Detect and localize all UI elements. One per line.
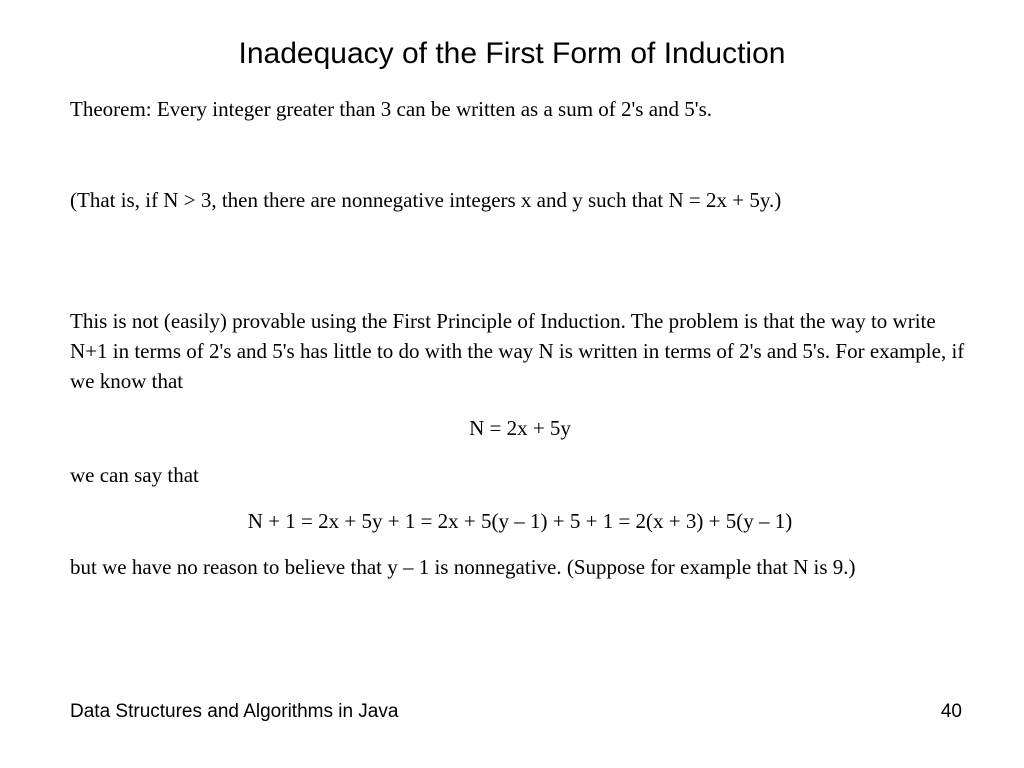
footer-page-number: 40 bbox=[940, 701, 962, 722]
equation-n-plus-one: N + 1 = 2x + 5y + 1 = 2x + 5(y – 1) + 5 + 1 = 2(x + 3) + 5(y – 1) bbox=[247, 509, 793, 533]
theorem-restatement: (That is, if N > 3, then there are nonnegative integers x and y such that N = 2x + 5y.) bbox=[70, 188, 782, 212]
explanation-paragraph: This is not (easily) provable using the First Principle of Induction. The problem is that the way to write N+1 in terms of 2's and 5's has little to do with the way N is written in terms of 2's and 5's. For example, if we know that bbox=[70, 309, 965, 393]
connector-text: we can say that bbox=[70, 463, 199, 487]
conclusion-paragraph: but we have no reason to believe that y – 1 is nonnegative. (Suppose for example that N is 9.) bbox=[70, 555, 856, 579]
theorem-statement: Theorem: Every integer greater than 3 can be written as a sum of 2's and 5's. bbox=[70, 97, 713, 121]
slide-title: Inadequacy of the First Form of Induction bbox=[238, 37, 786, 70]
footer-course-title: Data Structures and Algorithms in Java bbox=[70, 701, 399, 722]
equation-n: N = 2x + 5y bbox=[469, 416, 571, 440]
